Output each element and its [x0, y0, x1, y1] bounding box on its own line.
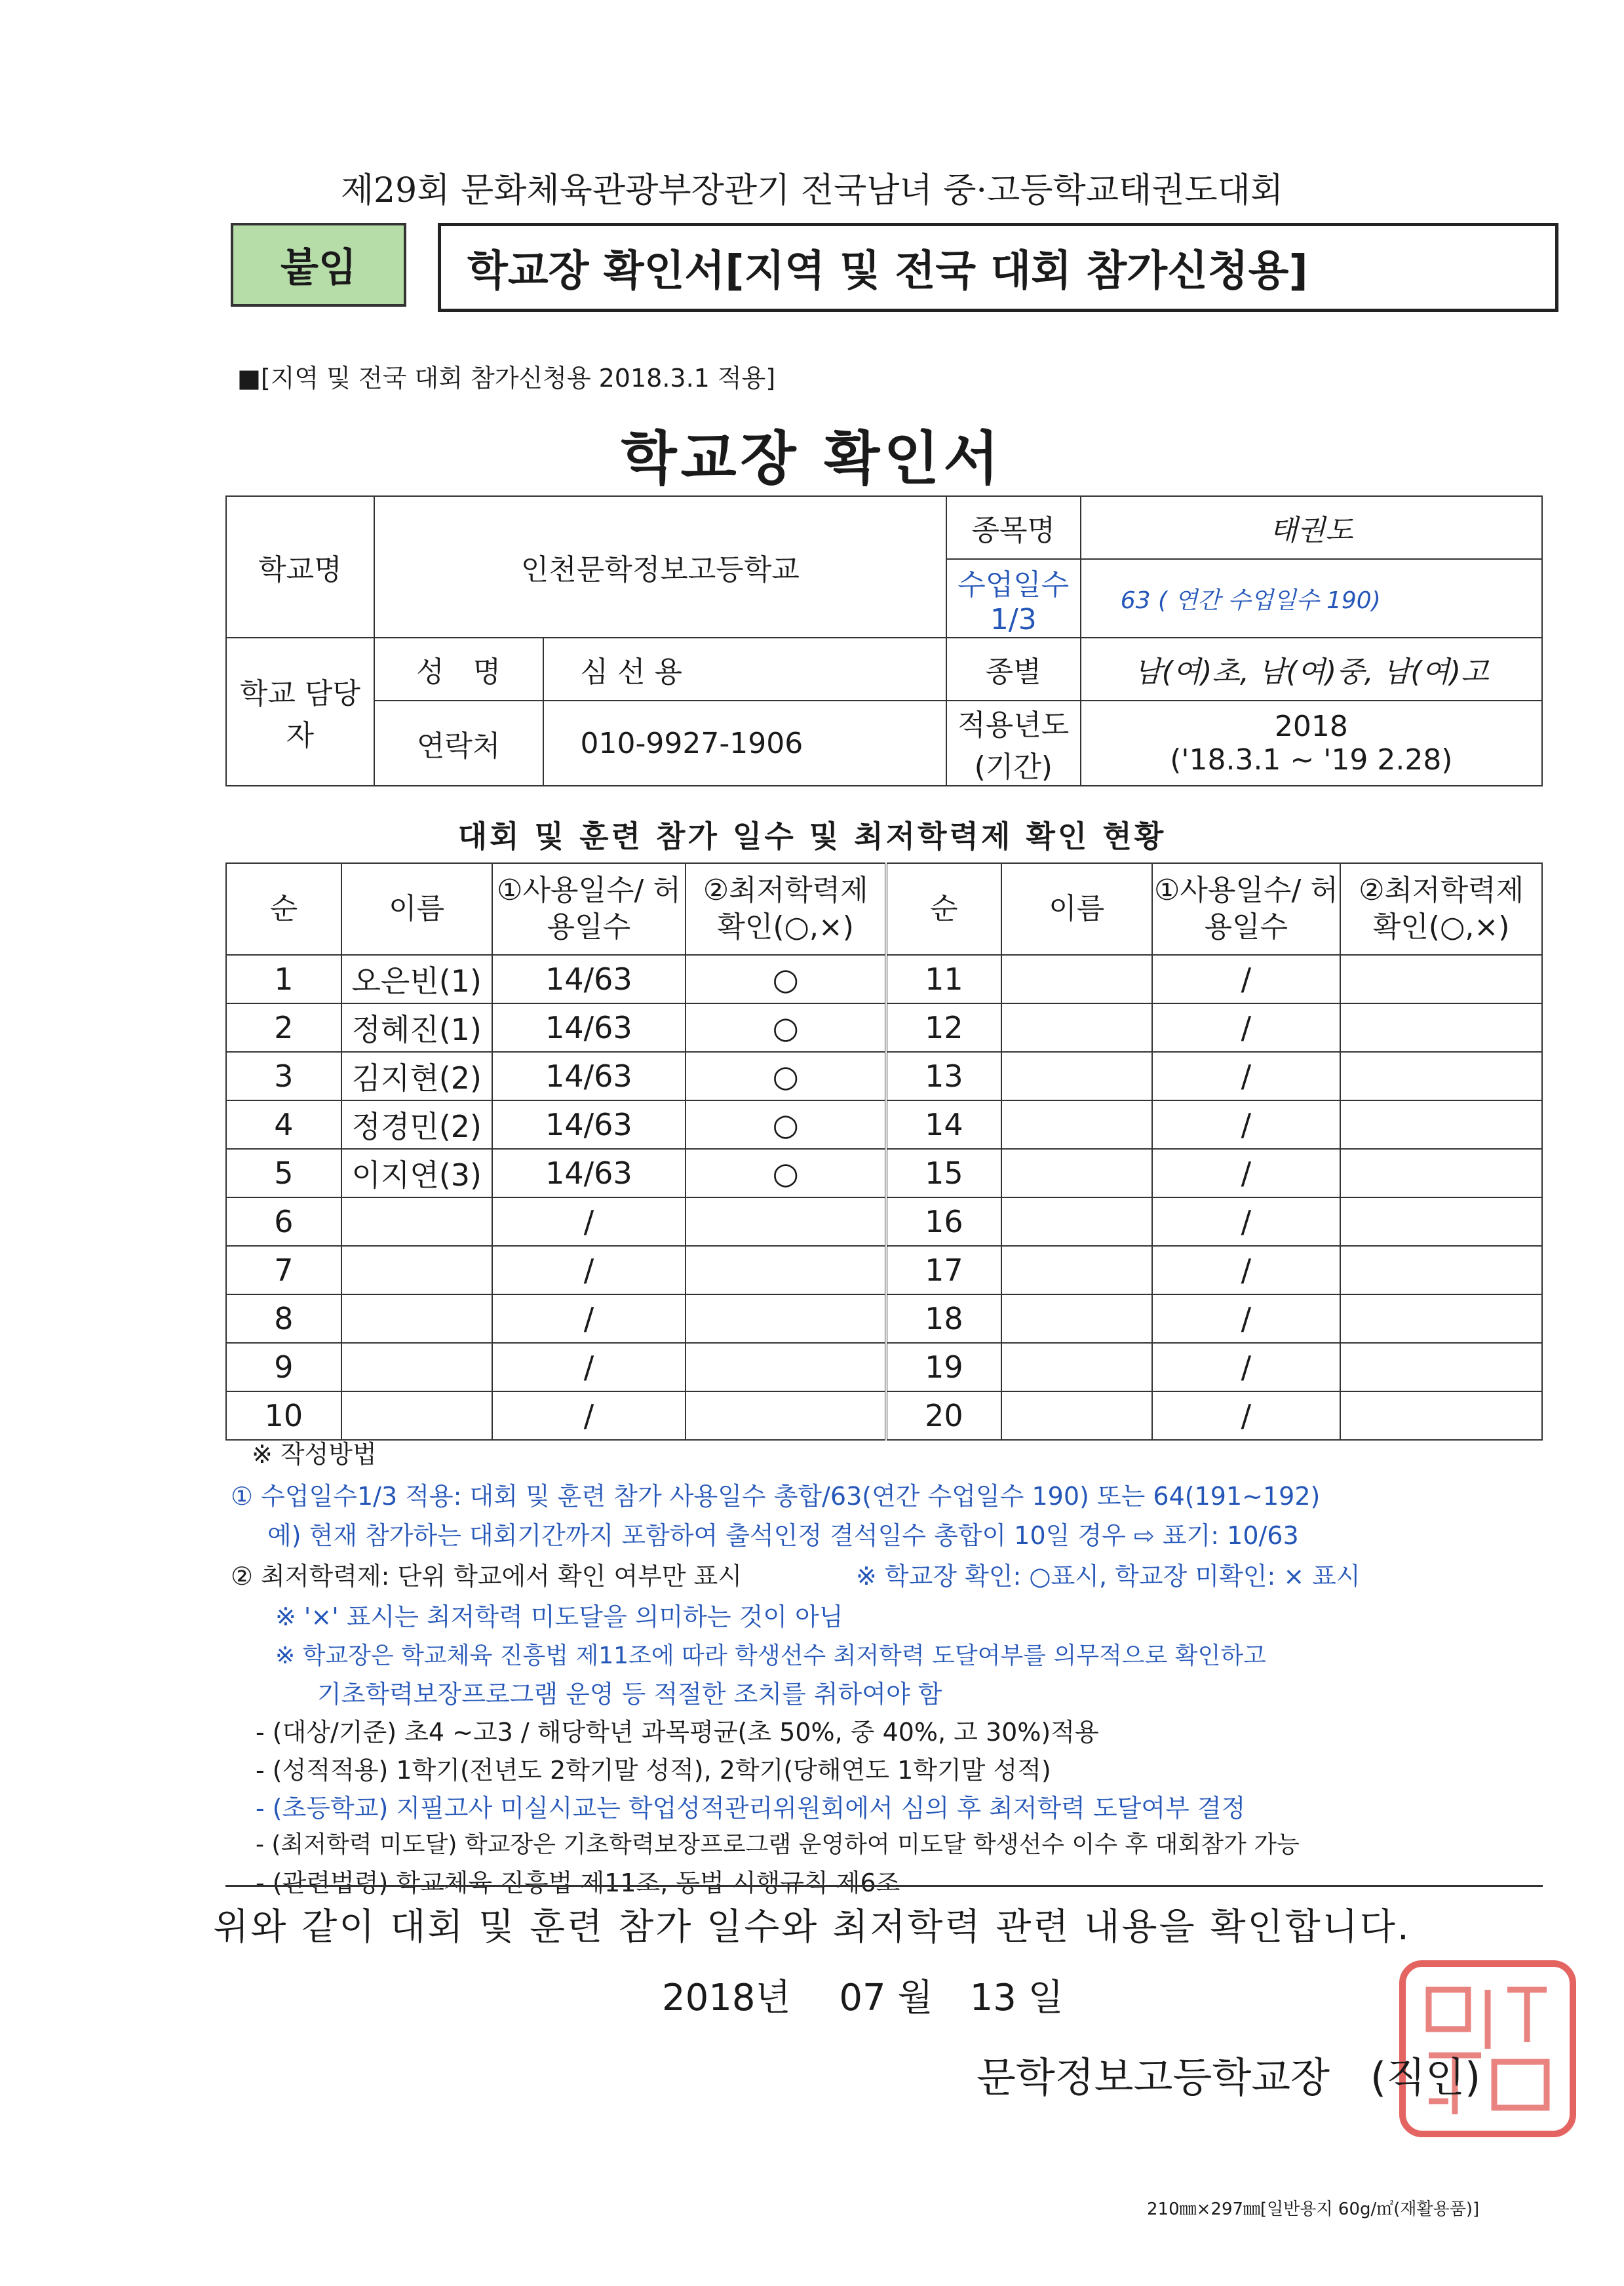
- table-row: [226, 1246, 1542, 1294]
- contact-value: 010-9927-1906: [543, 701, 946, 786]
- row-no: 3: [226, 1052, 341, 1100]
- principal-signature: 문학정보고등학교장 (직인): [976, 2053, 1481, 2101]
- table-row: [226, 955, 1542, 1003]
- row-name: [341, 1294, 492, 1343]
- row-no: 8: [226, 1294, 341, 1343]
- row-no-2: 17: [886, 1246, 1001, 1294]
- row-no-2: 11: [886, 955, 1001, 1003]
- row-days-2: /: [1152, 1003, 1341, 1052]
- header-check-2: ②최저학력제 확인(○,×): [1340, 863, 1542, 955]
- row-days-2: /: [1152, 1246, 1341, 1294]
- name-label: 성 명: [374, 638, 543, 701]
- row-days-2: /: [1152, 1197, 1341, 1246]
- row-days-2: /: [1152, 1391, 1341, 1440]
- form-title: 학교장 확인서[지역 및 전국 대회 참가신청용]: [438, 223, 1558, 312]
- sub-note: ■[지역 및 전국 대회 참가신청용 2018.3.1 적용]: [237, 364, 776, 393]
- row-name: 오은빈(1): [341, 955, 492, 1003]
- header-no: 순: [226, 863, 341, 955]
- note-8: - (최저학력 미도달) 학교장은 기초학력보장프로그램 운영하여 미도달 학생선수 이수 후 대회참가 가능: [256, 1831, 1300, 1858]
- row-name-2: [1001, 1100, 1152, 1149]
- note-6: - (성적적용) 1학기(전년도 2학기말 성적), 2학기(당해연도 1학기말 성적): [256, 1756, 1051, 1785]
- row-name-2: [1001, 1246, 1152, 1294]
- row-check: ○: [686, 1003, 886, 1052]
- header-days: ①사용일수/ 허용일수: [492, 863, 686, 955]
- row-days-2: /: [1152, 1149, 1341, 1197]
- table-row: [226, 1197, 1542, 1246]
- row-days: 14/63: [492, 1149, 686, 1197]
- table-row: [226, 1294, 1542, 1343]
- row-name: 이지연(3): [341, 1149, 492, 1197]
- table-row: [226, 1100, 1542, 1149]
- header-check: ②최저학력제 확인(○,×): [686, 863, 886, 955]
- row-check-2: [1340, 1052, 1542, 1100]
- table-row: [226, 1343, 1542, 1391]
- row-check: ○: [686, 1100, 886, 1149]
- row-check: [686, 1294, 886, 1343]
- sport-label: 종목명: [946, 496, 1081, 559]
- row-check: [686, 1197, 886, 1246]
- row-check: [686, 1246, 886, 1294]
- note-9: - (관련법령) 학교체육 진흥법 제11조, 동법 시행규칙 제6조: [256, 1869, 900, 1897]
- row-no-2: 12: [886, 1003, 1001, 1052]
- row-no: 1: [226, 955, 341, 1003]
- contact-label: 연락처: [374, 701, 543, 786]
- row-check: ○: [686, 955, 886, 1003]
- note-7: - (초등학교) 지필고사 미실시교는 학업성적관리위원회에서 심의 후 최저학력 도달여부 결정: [256, 1794, 1246, 1823]
- row-days-2: /: [1152, 1100, 1341, 1149]
- row-name-2: [1001, 1294, 1152, 1343]
- date: 2018년 07 월 13 일: [662, 1977, 1064, 2019]
- row-check: ○: [686, 1052, 886, 1100]
- notes-divider: [225, 1885, 1543, 1887]
- row-no-2: 14: [886, 1100, 1001, 1149]
- row-no: 10: [226, 1391, 341, 1440]
- row-check: [686, 1391, 886, 1440]
- row-no: 6: [226, 1197, 341, 1246]
- note-5: - (대상/기준) 초4 ~고3 / 해당학년 과목평균(초 50%, 중 40%, 고 30%)적용: [256, 1718, 1099, 1747]
- row-name: [341, 1391, 492, 1440]
- header-name: 이름: [341, 863, 492, 955]
- period-value: ('18.3.1 ~ '19 2.28): [1170, 743, 1453, 777]
- row-days-2: /: [1152, 955, 1341, 1003]
- row-days-2: /: [1152, 1052, 1341, 1100]
- row-check-2: [1340, 1100, 1542, 1149]
- row-check: [686, 1343, 886, 1391]
- note-4b: 기초학력보장프로그램 운영 등 적절한 조치를 취하여야 함: [317, 1680, 942, 1709]
- row-check-2: [1340, 1149, 1542, 1197]
- row-days: 14/63: [492, 955, 686, 1003]
- header-days-2: ①사용일수/ 허용일수: [1152, 863, 1341, 955]
- year-cell: [1081, 701, 1542, 786]
- row-days: /: [492, 1343, 686, 1391]
- row-no: 5: [226, 1149, 341, 1197]
- header-no-2: 순: [886, 863, 1001, 955]
- row-check-2: [1340, 1003, 1542, 1052]
- class-days-value: 63 ( 연간 수업일수 190): [1081, 559, 1542, 638]
- row-no-2: 18: [886, 1294, 1001, 1343]
- row-no-2: 20: [886, 1391, 1001, 1440]
- roster-heading: 대회 및 훈련 참가 일수 및 최저학력제 확인 현황: [457, 819, 1167, 854]
- header-name-2: 이름: [1001, 863, 1152, 955]
- row-no-2: 19: [886, 1343, 1001, 1391]
- row-days-2: /: [1152, 1294, 1341, 1343]
- table-row: [226, 1052, 1542, 1100]
- row-name: [341, 1197, 492, 1246]
- roster-table: [225, 862, 1543, 1441]
- row-days: 14/63: [492, 1052, 686, 1100]
- notes-heading: ※ 작성방법: [252, 1440, 377, 1469]
- row-no-2: 15: [886, 1149, 1001, 1197]
- year-value: 2018: [1274, 710, 1348, 743]
- row-days: /: [492, 1246, 686, 1294]
- row-name: 김지현(2): [341, 1052, 492, 1100]
- document-title: 학교장 확인서: [621, 425, 1003, 492]
- row-name-2: [1001, 1197, 1152, 1246]
- paper-spec: 210㎜×297㎜[일반용지 60g/㎡(재활용품)]: [1147, 2199, 1480, 2219]
- row-check-2: [1340, 1391, 1542, 1440]
- competition-title: 제29회 문화체육관광부장관기 전국남녀 중·고등학교태권도대회: [340, 171, 1284, 210]
- row-name-2: [1001, 1052, 1152, 1100]
- note-1b: 예) 현재 참가하는 대회기간까지 포함하여 출석인정 결석일수 총합이 10일 경우 ⇨ 표기: 10/63: [267, 1521, 1299, 1550]
- row-name: [341, 1343, 492, 1391]
- confirmation-text: 위와 같이 대회 및 훈련 참가 일수와 최저학력 관련 내용을 확인합니다.: [213, 1906, 1411, 1948]
- row-check-2: [1340, 955, 1542, 1003]
- row-days: /: [492, 1391, 686, 1440]
- row-check-2: [1340, 1343, 1542, 1391]
- row-check-2: [1340, 1197, 1542, 1246]
- name-value: 심 선 용: [543, 638, 946, 701]
- note-1a: ① 수업일수1/3 적용: 대회 및 훈련 참가 사용일수 총합/63(연간 수업일수 190) 또는 64(191~192): [231, 1482, 1321, 1511]
- row-check: ○: [686, 1149, 886, 1197]
- table-row: [226, 1391, 1542, 1440]
- row-no: 4: [226, 1100, 341, 1149]
- row-check-2: [1340, 1294, 1542, 1343]
- year-label: 적용년도 (기간): [946, 701, 1081, 786]
- row-days-2: /: [1152, 1343, 1341, 1391]
- table-row: [226, 1149, 1542, 1197]
- row-no-2: 13: [886, 1052, 1001, 1100]
- row-name: 정경민(2): [341, 1100, 492, 1149]
- row-name-2: [1001, 1149, 1152, 1197]
- class-days-label: 수업일수 1/3: [946, 559, 1081, 638]
- note-3: ※ '×' 표시는 최저학력 미도달을 의미하는 것이 아님: [275, 1602, 843, 1631]
- row-no-2: 16: [886, 1197, 1001, 1246]
- row-no: 2: [226, 1003, 341, 1052]
- row-days: 14/63: [492, 1100, 686, 1149]
- school-label: 학교명: [226, 496, 374, 638]
- attach-label: 붙임: [231, 223, 406, 307]
- gender-label: 종별: [946, 638, 1081, 701]
- gender-value: 남(여)초, 남(여)중, 남(여)고: [1081, 638, 1542, 701]
- table-row: [226, 1003, 1542, 1052]
- sport-value: 태권도: [1081, 496, 1542, 559]
- row-name-2: [1001, 1003, 1152, 1052]
- note-2a: ② 최저학력제: 단위 학교에서 확인 여부만 표시: [231, 1562, 743, 1591]
- row-days: 14/63: [492, 1003, 686, 1052]
- school-value: 인천문학정보고등학교: [374, 496, 946, 638]
- row-name: 정혜진(1): [341, 1003, 492, 1052]
- row-name-2: [1001, 1343, 1152, 1391]
- row-no: 7: [226, 1246, 341, 1294]
- row-days: /: [492, 1197, 686, 1246]
- note-4a: ※ 학교장은 학교체육 진흥법 제11조에 따라 학생선수 최저학력 도달여부를 의무적으로 확인하고: [275, 1642, 1266, 1669]
- manager-label: 학교 담당자: [226, 638, 374, 786]
- row-check-2: [1340, 1246, 1542, 1294]
- info-table: [225, 495, 1543, 786]
- row-name: [341, 1246, 492, 1294]
- note-2b: ※ 학교장 확인: ○표시, 학교장 미확인: × 표시: [856, 1562, 1361, 1591]
- row-days: /: [492, 1294, 686, 1343]
- row-no: 9: [226, 1343, 341, 1391]
- row-name-2: [1001, 955, 1152, 1003]
- row-name-2: [1001, 1391, 1152, 1440]
